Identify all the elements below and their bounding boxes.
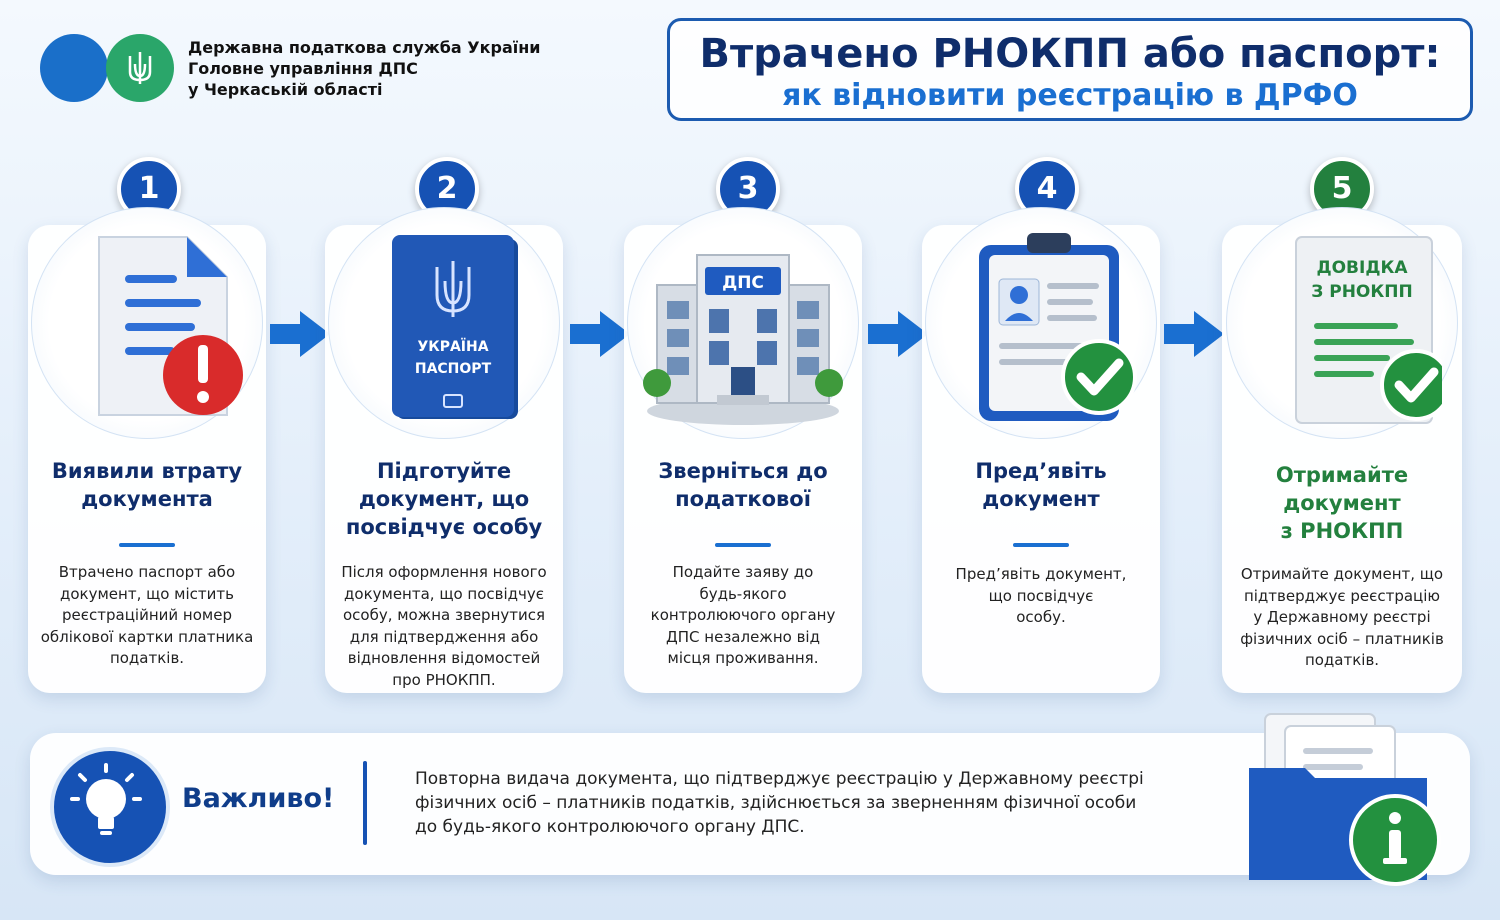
step-5-desc-line: підтверджує реєстрацію <box>1243 586 1441 605</box>
step-1-number: 1 <box>117 157 181 221</box>
page-title: Втрачено РНОКПП або паспорт: <box>699 31 1441 77</box>
organization-logo <box>40 34 541 102</box>
step-3-desc-line: будь-якого <box>699 584 787 603</box>
org-line-2: Головне управління ДПС <box>188 58 418 78</box>
step-3-divider <box>715 543 771 547</box>
step-4-desc-line: що посвідчує <box>988 586 1094 605</box>
step-1-description <box>38 562 256 670</box>
step-1-desc-line: документ, що містить <box>60 584 234 603</box>
tax-office-building-icon <box>643 225 843 435</box>
building-sign: ДПС <box>722 273 764 293</box>
step-1-title <box>38 457 256 513</box>
step-3-title-line-2: податкової <box>675 487 811 511</box>
org-line-3: у Черкаській області <box>188 79 383 99</box>
step-1-card <box>28 225 266 693</box>
step-5-title <box>1232 461 1452 545</box>
step-3-desc-line: місця проживання. <box>667 649 819 667</box>
step-2-desc-line: особу, можна звернутися <box>342 606 546 624</box>
passport-icon <box>344 225 544 435</box>
step-2-desc-line: для підтвердження або <box>349 627 539 646</box>
step-1-desc-line: реєстраційний номер <box>62 606 232 624</box>
page-subtitle: як відновити реєстрацію в ДРФО <box>782 78 1358 113</box>
step-3-title <box>634 457 852 513</box>
step-5-title-line-2: документ <box>1283 491 1401 515</box>
step-4-title-line-1: Пред’явіть <box>975 459 1107 483</box>
step-3-desc-line: ДПС незалежно від <box>666 627 820 646</box>
step-5-desc-line: фізичних осіб – платників <box>1240 629 1444 648</box>
step-1-desc-line: облікової картки платника <box>40 627 254 646</box>
clipboard-check-icon <box>941 225 1141 435</box>
page-title-box <box>667 18 1473 121</box>
note-divider <box>363 761 367 845</box>
note-line: до будь-якого контролюючого органу ДПС. <box>415 817 805 837</box>
step-5-desc-line: податків. <box>1304 651 1380 669</box>
step-5-description <box>1232 564 1452 672</box>
step-4-card <box>922 225 1160 693</box>
step-3-card <box>624 225 862 693</box>
step-5-title-line-1: Отримайте <box>1275 463 1409 487</box>
step-2-title <box>335 457 553 541</box>
step-5-title-line-3: з РНОКПП <box>1280 519 1404 543</box>
important-label: Важливо! <box>182 783 335 814</box>
lost-document-icon <box>47 225 247 435</box>
step-2-desc-line: Після оформлення нового <box>341 563 547 581</box>
organization-name <box>188 37 541 100</box>
step-5-desc-line: Отримайте документ, що <box>1240 565 1444 583</box>
trident-icon <box>106 34 174 102</box>
step-1-desc-line: податків. <box>109 649 185 667</box>
step-2-title-line-3: посвідчує особу <box>345 515 543 539</box>
step-1-divider <box>119 543 175 547</box>
step-4-number: 4 <box>1015 157 1079 221</box>
step-5-card <box>1222 225 1462 693</box>
certificate-line-1: ДОВІДКА <box>1316 258 1408 278</box>
lightbulb-icon <box>50 747 170 867</box>
note-line: фізичних осіб – платників податків, здійснюється за зверненням фізичної особи <box>415 793 1137 813</box>
step-1-title-line-1: Виявили втрату <box>51 459 243 483</box>
step-4-divider <box>1013 543 1069 547</box>
step-5-desc-line: у Державному реєстрі <box>1253 608 1431 626</box>
step-2-desc-line: про РНОКПП. <box>392 670 496 689</box>
step-2-title-line-1: Підготуйте <box>376 459 512 483</box>
step-3-desc-line: контролюючого органу <box>650 606 836 624</box>
org-line-1: Державна податкова служба України <box>188 37 541 57</box>
step-2-desc-line: відновлення відомостей <box>347 649 541 667</box>
step-2-number: 2 <box>415 157 479 221</box>
step-1-desc-line: Втрачено паспорт або <box>58 563 236 581</box>
step-2-title-line-2: документ, що <box>358 487 530 511</box>
folder-info-icon <box>1245 712 1455 892</box>
step-4-desc-line: особу. <box>1016 608 1066 626</box>
step-4-desc-line: Пред’явіть документ, <box>955 565 1127 583</box>
certificate-line-2: З РНОКПП <box>1311 282 1413 302</box>
passport-line-2: ПАСПОРТ <box>414 361 492 377</box>
arrow-right-icon <box>266 307 334 361</box>
step-3-title-line-1: Зверніться до <box>658 459 828 483</box>
step-3-description <box>634 562 852 670</box>
passport-line-1: УКРАЇНА <box>417 339 489 355</box>
logo-blue-circle <box>40 34 108 102</box>
step-2-card <box>325 225 563 693</box>
note-line: Повторна видача документа, що підтверджує реєстрацію у Державному реєстрі <box>415 769 1144 789</box>
step-4-title <box>932 457 1150 513</box>
step-2-desc-line: документа, що посвідчує <box>344 584 544 603</box>
step-3-number: 3 <box>716 157 780 221</box>
step-1-title-line-2: документа <box>81 487 213 511</box>
important-note-text <box>415 767 1175 839</box>
step-5-number: 5 <box>1310 157 1374 221</box>
arrow-right-icon <box>1160 307 1228 361</box>
step-3-desc-line: Подайте заяву до <box>672 563 814 581</box>
step-4-description <box>932 564 1150 629</box>
step-4-title-line-2: документ <box>982 487 1100 511</box>
step-2-description <box>335 562 553 691</box>
certificate-check-icon <box>1242 225 1442 435</box>
